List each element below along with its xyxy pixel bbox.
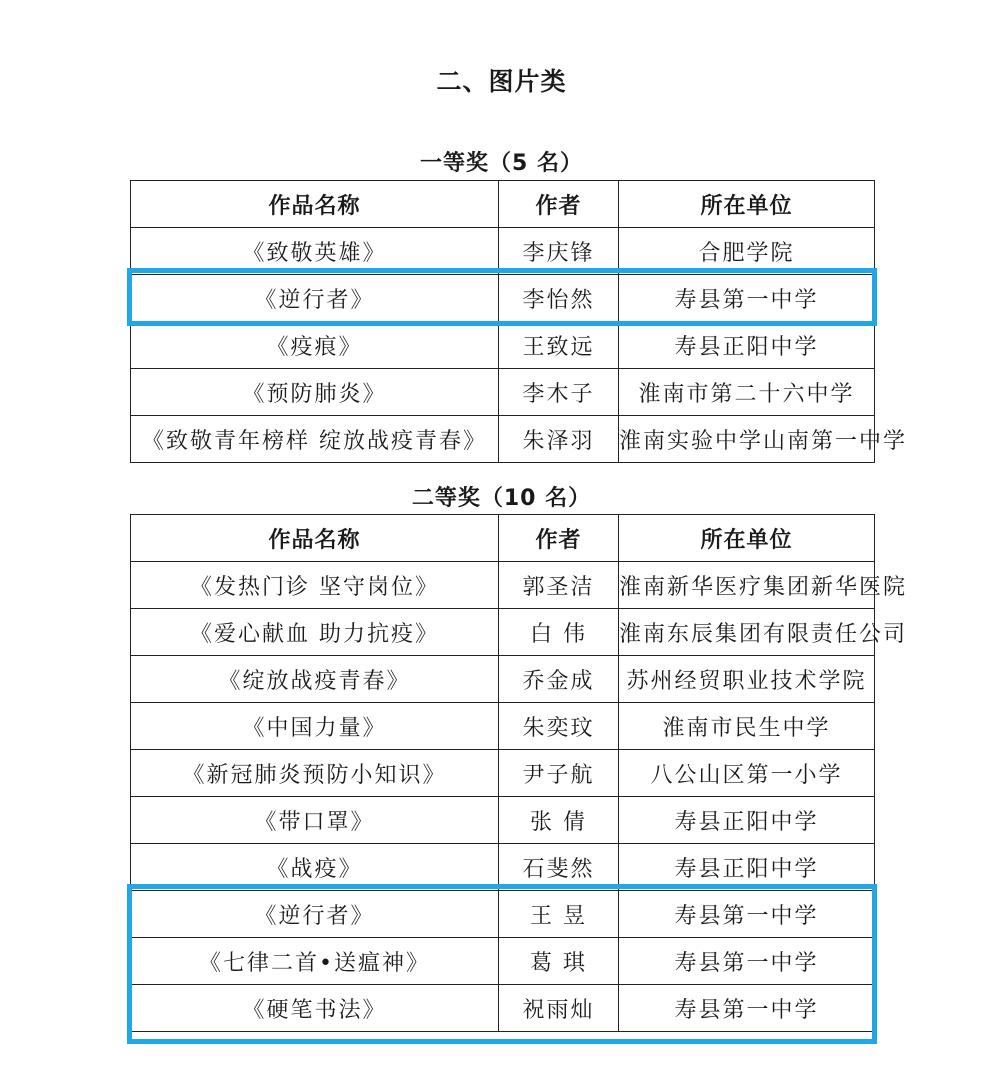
author: 尹子航 (499, 750, 619, 797)
organization: 淮南东辰集团有限责任公司 (619, 609, 875, 656)
second-prize-heading: 二等奖（10 名） (411, 486, 592, 511)
organization: 合肥学院 (619, 228, 875, 275)
author: 郭圣洁 (499, 562, 619, 609)
work-name: 《致敬英雄》 (131, 228, 499, 275)
header-organization: 所在单位 (619, 181, 875, 228)
table-row (131, 938, 875, 985)
organization: 寿县正阳中学 (619, 322, 875, 369)
table-header-row (131, 181, 875, 228)
organization: 淮南实验中学山南第一中学 (619, 416, 875, 463)
author: 李庆锋 (499, 228, 619, 275)
first-prize-table (130, 180, 908, 463)
author: 李木子 (499, 369, 619, 416)
organization: 寿县正阳中学 (619, 844, 875, 891)
header-organization: 所在单位 (619, 515, 875, 562)
table-row (131, 322, 875, 369)
table-row (131, 228, 875, 275)
author: 朱泽羽 (499, 416, 619, 463)
work-name: 《致敬青年榜样 绽放战疫青春》 (131, 416, 499, 463)
table-header-row (131, 515, 875, 562)
work-name: 《发热门诊 坚守岗位》 (131, 562, 499, 609)
author: 乔金成 (499, 656, 619, 703)
author: 祝雨灿 (499, 985, 619, 1032)
author: 葛 琪 (499, 938, 619, 985)
organization: 寿县第一中学 (619, 985, 875, 1032)
author: 朱奕玟 (499, 703, 619, 750)
organization: 寿县第一中学 (619, 891, 875, 938)
organization: 寿县第一中学 (619, 275, 875, 322)
author: 王 昱 (499, 891, 619, 938)
work-name: 《爱心献血 助力抗疫》 (131, 609, 499, 656)
work-name: 《带口罩》 (131, 797, 499, 844)
first-prize-heading: 一等奖（5 名） (420, 151, 583, 176)
table-row (131, 562, 875, 609)
table-row (131, 369, 875, 416)
table-row (131, 275, 875, 322)
header-work-name: 作品名称 (131, 181, 499, 228)
table-row (131, 985, 875, 1032)
organization: 淮南新华医疗集团新华医院 (619, 562, 875, 609)
work-name: 《新冠肺炎预防小知识》 (131, 750, 499, 797)
work-name: 《硬笔书法》 (131, 985, 499, 1032)
table-row (131, 416, 875, 463)
work-name: 《绽放战疫青春》 (131, 656, 499, 703)
table-row (131, 703, 875, 750)
second-prize-table (130, 514, 908, 1032)
work-name: 《逆行者》 (131, 275, 499, 322)
table-row (131, 797, 875, 844)
header-author: 作者 (499, 515, 619, 562)
author: 李怡然 (499, 275, 619, 322)
header-author: 作者 (499, 181, 619, 228)
work-name: 《预防肺炎》 (131, 369, 499, 416)
author: 张 倩 (499, 797, 619, 844)
organization: 淮南市民生中学 (619, 703, 875, 750)
table-row (131, 609, 875, 656)
work-name: 《战疫》 (131, 844, 499, 891)
work-name: 《中国力量》 (131, 703, 499, 750)
work-name: 《疫痕》 (131, 322, 499, 369)
table-row (131, 656, 875, 703)
work-name: 《七律二首•送瘟神》 (131, 938, 499, 985)
table-row (131, 844, 875, 891)
organization: 淮南市第二十六中学 (619, 369, 875, 416)
table-row (131, 891, 875, 938)
author: 石斐然 (499, 844, 619, 891)
organization: 寿县第一中学 (619, 938, 875, 985)
table-row (131, 750, 875, 797)
author: 白 伟 (499, 609, 619, 656)
organization: 八公山区第一小学 (619, 750, 875, 797)
header-work-name: 作品名称 (131, 515, 499, 562)
author: 王致远 (499, 322, 619, 369)
organization: 苏州经贸职业技术学院 (619, 656, 875, 703)
organization: 寿县正阳中学 (619, 797, 875, 844)
section-title: 二、图片类 (436, 67, 567, 96)
work-name: 《逆行者》 (131, 891, 499, 938)
